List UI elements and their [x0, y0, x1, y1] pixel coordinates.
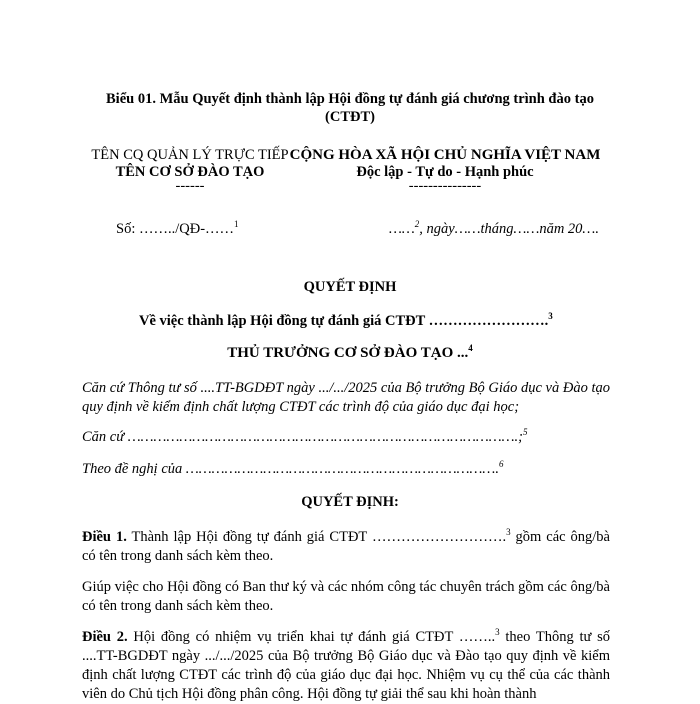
decides-heading: QUYẾT ĐỊNH:: [301, 494, 399, 510]
footnote-ref: 5: [523, 427, 528, 438]
article-2: Điều 2. Hội đồng có nhiệm vụ triển khai tự đánh giá CTĐT ……..$^3$ theo Thông tư số ....TT-BGDĐT ngày .../.../2025 của Bộ trưởng Bộ Giáo dục và Đào tạo quy định về kiểm định chất lượng CTĐT các trình độ của giáo dục đại học. Nhiệm vụ cụ thể của các thành viên do Chủ tịch Hội đồng phân công. Hội đồng tự giải thể sau khi hoàn thành: [82, 627, 610, 702]
footnote-ref: 3: [548, 311, 553, 322]
decision-subject: Về việc thành lập Hội đồng tự đánh giá CTĐT …………………….$^3$: [139, 311, 553, 329]
basis-proposal: Theo đề nghị của ……………………………………………………………….$^6$: [82, 459, 504, 477]
institution-name: TÊN CƠ SỞ ĐÀO TẠO: [115, 164, 265, 180]
left-rule: ------: [175, 178, 205, 194]
footnote-ref: 3: [495, 627, 500, 638]
assistance-paragraph: Giúp việc cho Hội đồng có Ban thư ký và các nhóm công tác chuyên trách gồm các ông/bà có tên trong danh sách kèm theo.: [82, 579, 610, 614]
managing-agency: TÊN CQ QUẢN LÝ TRỰC TIẾP: [91, 147, 289, 163]
document-number: Số: ……../QĐ-……$^1$: [116, 219, 239, 237]
form-title: Biểu 01. Mẫu Quyết định thành lập Hội đồng tự đánh giá chương trình đào tạo (CTĐT): [106, 91, 594, 125]
header-left: [70, 147, 310, 194]
right-rule: ---------------: [408, 178, 482, 194]
header-right: [280, 147, 610, 194]
issuing-authority: THỦ TRƯỞNG CƠ SỞ ĐÀO TẠO ...$^4$: [227, 343, 473, 361]
article-label: Điều 1.: [82, 529, 127, 545]
country-name: CỘNG HÒA XÃ HỘI CHỦ NGHĨA VIỆT NAM: [289, 147, 601, 163]
place-date: ……$^2$, ngày……tháng……năm 20….: [389, 219, 599, 237]
basis-circular: Căn cứ Thông tư số ....TT-BGDĐT ngày .../.../2025 của Bộ trưởng Bộ Giáo dục và Đào tạo quy định về kiểm định chất lượng CTĐT các trình độ của giáo dục đại học;: [82, 380, 610, 415]
footnote-ref: 2: [414, 219, 420, 230]
footnote-ref: 4: [468, 343, 473, 353]
article-1: Điều 1. Thành lập Hội đồng tự đánh giá CTĐT ……………………….$^3$ gồm các ông/bà có tên trong danh sách kèm theo.: [82, 527, 610, 564]
article-label: Điều 2.: [82, 629, 128, 645]
decision-heading: QUYẾT ĐỊNH: [303, 279, 397, 295]
footnote-ref: 6: [498, 459, 504, 470]
national-motto: Độc lập - Tự do - Hạnh phúc: [356, 164, 534, 180]
basis-other: Căn cứ ……………………………………………………………………………….;$^5$: [82, 427, 528, 445]
footnote-ref: 3: [506, 527, 511, 538]
footnote-ref: 1: [234, 219, 239, 230]
